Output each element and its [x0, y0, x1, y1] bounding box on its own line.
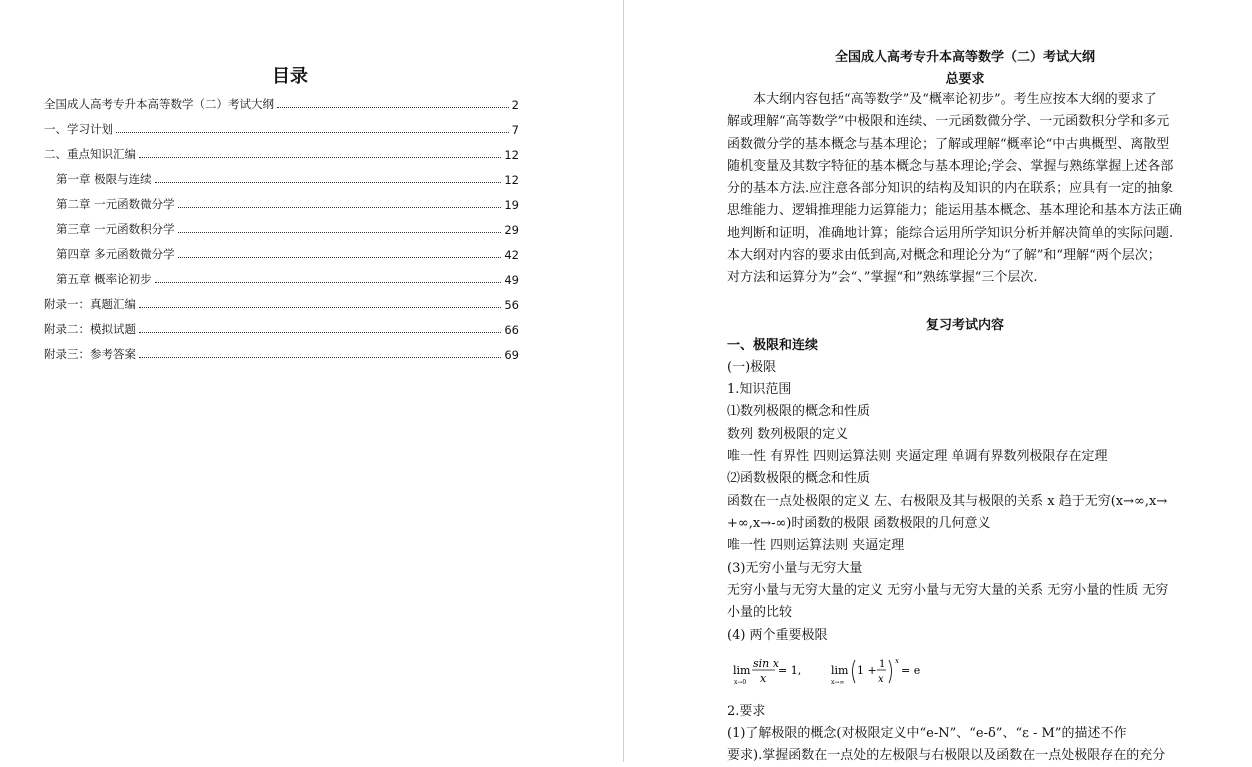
content-line: 小量的比较: [727, 605, 793, 620]
content-line: 无穷小量与无穷大量的定义 无穷小量与无穷大量的关系 无穷小量的性质 无穷: [727, 583, 1169, 598]
content-line: 唯一性 有界性 四则运算法则 夹逼定理 单调有界数列极限存在定理: [727, 449, 1108, 464]
toc-entry[interactable]: [44, 142, 519, 162]
one-plus: 1 +: [857, 664, 877, 677]
toc-leader-dots: [116, 131, 509, 133]
fraction-denominator: x: [760, 672, 767, 685]
toc-entry-text: 第二章 一元函数微分学: [56, 197, 175, 211]
fraction-numerator: 1: [879, 659, 886, 670]
paragraph-line: 对方法和运算分为”会“、”掌握“和”熟练掌握“三个层次.: [727, 270, 1038, 286]
toc-entry-page: 2: [511, 98, 519, 112]
toc-entry-page: 29: [504, 223, 519, 237]
paragraph-line: 解或理解“高等数学”中极限和连续、一元函数微分学、一元函数积分学和多元: [727, 114, 1170, 130]
toc-leader-dots: [155, 281, 502, 283]
right-paren: [889, 660, 892, 683]
content-line: +∞,x→-∞)时函数的极限 函数极限的几何意义: [727, 516, 991, 531]
toc-entry-page: 7: [511, 123, 519, 137]
toc-entry-text: 附录三：参考答案: [44, 347, 136, 361]
syllabus-title: 全国成人高考专升本高等数学（二）考试大纲: [834, 50, 1095, 65]
content-line: 函数在一点处极限的定义 左、右极限及其与极限的关系 x 趋于无穷(x→∞,x→: [727, 494, 1168, 509]
toc-entry-page: 49: [504, 273, 519, 287]
toc-entry-page: 12: [504, 148, 519, 162]
content-line: ⑵函数极限的概念和性质: [727, 471, 871, 486]
toc-entry-text: 第四章 多元函数微分学: [56, 247, 175, 261]
paragraph-line: 函数微分学的基本概念与基本理论；了解或理解“概率论“中古典概型、离散型: [727, 136, 1170, 152]
lim-text: lim: [733, 664, 751, 677]
toc-entry-page: 42: [504, 248, 519, 262]
requirements-line: 要求).掌握函数在一点处的左极限与右极限以及函数在一点处极限存在的充分: [727, 748, 1166, 763]
toc-entry[interactable]: [56, 167, 519, 187]
toc-entry-page: 66: [504, 323, 519, 337]
left-paren: [853, 660, 856, 683]
lim-text: lim: [831, 664, 849, 677]
requirements-line: (1)了解极限的概念(对极限定义中“e-N”、“e-δ”、“ε - M”的描述不作: [727, 726, 1127, 741]
toc-leader-dots: [139, 331, 501, 333]
toc-leader-dots: [178, 256, 502, 258]
toc-entry[interactable]: [44, 92, 519, 112]
content-line: (一)极限: [727, 360, 777, 375]
toc-leader-dots: [139, 306, 501, 308]
page-divider: [623, 0, 624, 762]
fraction-numerator: sin x: [753, 657, 779, 670]
paragraph-line: 本大纲内容包括“高等数学”及“概率论初步”。考生应按本大纲的要求了: [753, 92, 1157, 107]
toc-entry-text: 附录二：模拟试题: [44, 322, 136, 336]
toc-leader-dots: [139, 156, 501, 158]
paragraph-line: 分的基本方法.应注意各部分知识的结构及知识的内在联系；应具有一定的抽象: [727, 181, 1174, 197]
toc-entry-text: 二、重点知识汇编: [44, 147, 136, 161]
toc-leader-dots: [139, 356, 501, 358]
toc-leader-dots: [277, 106, 509, 108]
toc-entry[interactable]: [44, 292, 519, 312]
toc-entry-text: 一、学习计划: [44, 122, 113, 136]
equals-one: = 1,: [778, 664, 802, 677]
toc-entry-text: 附录一：真题汇编: [44, 297, 136, 311]
exponent: x: [895, 657, 899, 665]
content-line: ⑴数列极限的概念和性质: [727, 404, 871, 419]
toc-entry-text: 第一章 极限与连续: [56, 172, 152, 186]
toc-entry[interactable]: [56, 217, 519, 237]
equals-e: = e: [901, 664, 921, 677]
paragraph-line: 地判断和证明，准确地计算；能综合运用所学知识分析并解决简单的实际问题.: [727, 225, 1174, 241]
toc-entry-page: 69: [504, 348, 519, 362]
toc-entry-text: 全国成人高考专升本高等数学（二）考试大纲: [44, 97, 274, 111]
content-line: (4) 两个重要极限: [727, 628, 828, 643]
fraction-denominator: x: [878, 674, 884, 685]
toc-leader-dots: [178, 206, 502, 208]
toc-entry-text: 第五章 概率论初步: [56, 272, 152, 286]
toc-entry[interactable]: [44, 117, 519, 137]
paragraph-line: 本大纲对内容的要求由低到高,对概念和理论分为“了解”和“理解“两个层次；: [727, 248, 1161, 264]
toc-leader-dots: [155, 181, 502, 183]
review-content-heading: 复习考试内容: [925, 318, 1004, 333]
toc-entry-page: 12: [504, 173, 519, 187]
toc-entry-text: 第三章 一元函数积分学: [56, 222, 175, 236]
toc-entry[interactable]: [56, 192, 519, 212]
toc-entry-page: 19: [504, 198, 519, 212]
toc-entry-page: 56: [504, 298, 519, 312]
toc-entry[interactable]: [44, 342, 519, 362]
lim-subscript: x→0: [734, 679, 747, 686]
requirements-heading: 2.要求: [727, 704, 766, 719]
important-limits-formula: [733, 655, 933, 689]
paragraph-line: 思维能力、逻辑推理能力运算能力；能运用基本概念、基本理论和基本方法正确: [727, 203, 1183, 219]
general-requirements-heading: 总要求: [945, 72, 985, 87]
section-heading: 一、极限和连续: [727, 338, 819, 353]
lim-subscript: x→∞: [831, 679, 845, 686]
formula-svg: [733, 655, 933, 689]
toc-entry[interactable]: [44, 317, 519, 337]
toc-entry[interactable]: [56, 242, 519, 262]
content-line: 数列 数列极限的定义: [727, 427, 849, 442]
content-line: 唯一性 四则运算法则 夹逼定理: [727, 538, 905, 553]
toc-leader-dots: [178, 231, 502, 233]
paragraph-line: 随机变量及其数字特征的基本概念与基本理论;学会、掌握与熟练掌握上述各部: [727, 158, 1174, 174]
general-requirements-paragraph: [727, 89, 1203, 290]
content-line: (3)无穷小量与无穷大量: [727, 561, 863, 576]
content-line: 1.知识范围: [727, 382, 792, 397]
toc-entry[interactable]: [56, 267, 519, 287]
toc-title: 目录: [272, 66, 308, 87]
